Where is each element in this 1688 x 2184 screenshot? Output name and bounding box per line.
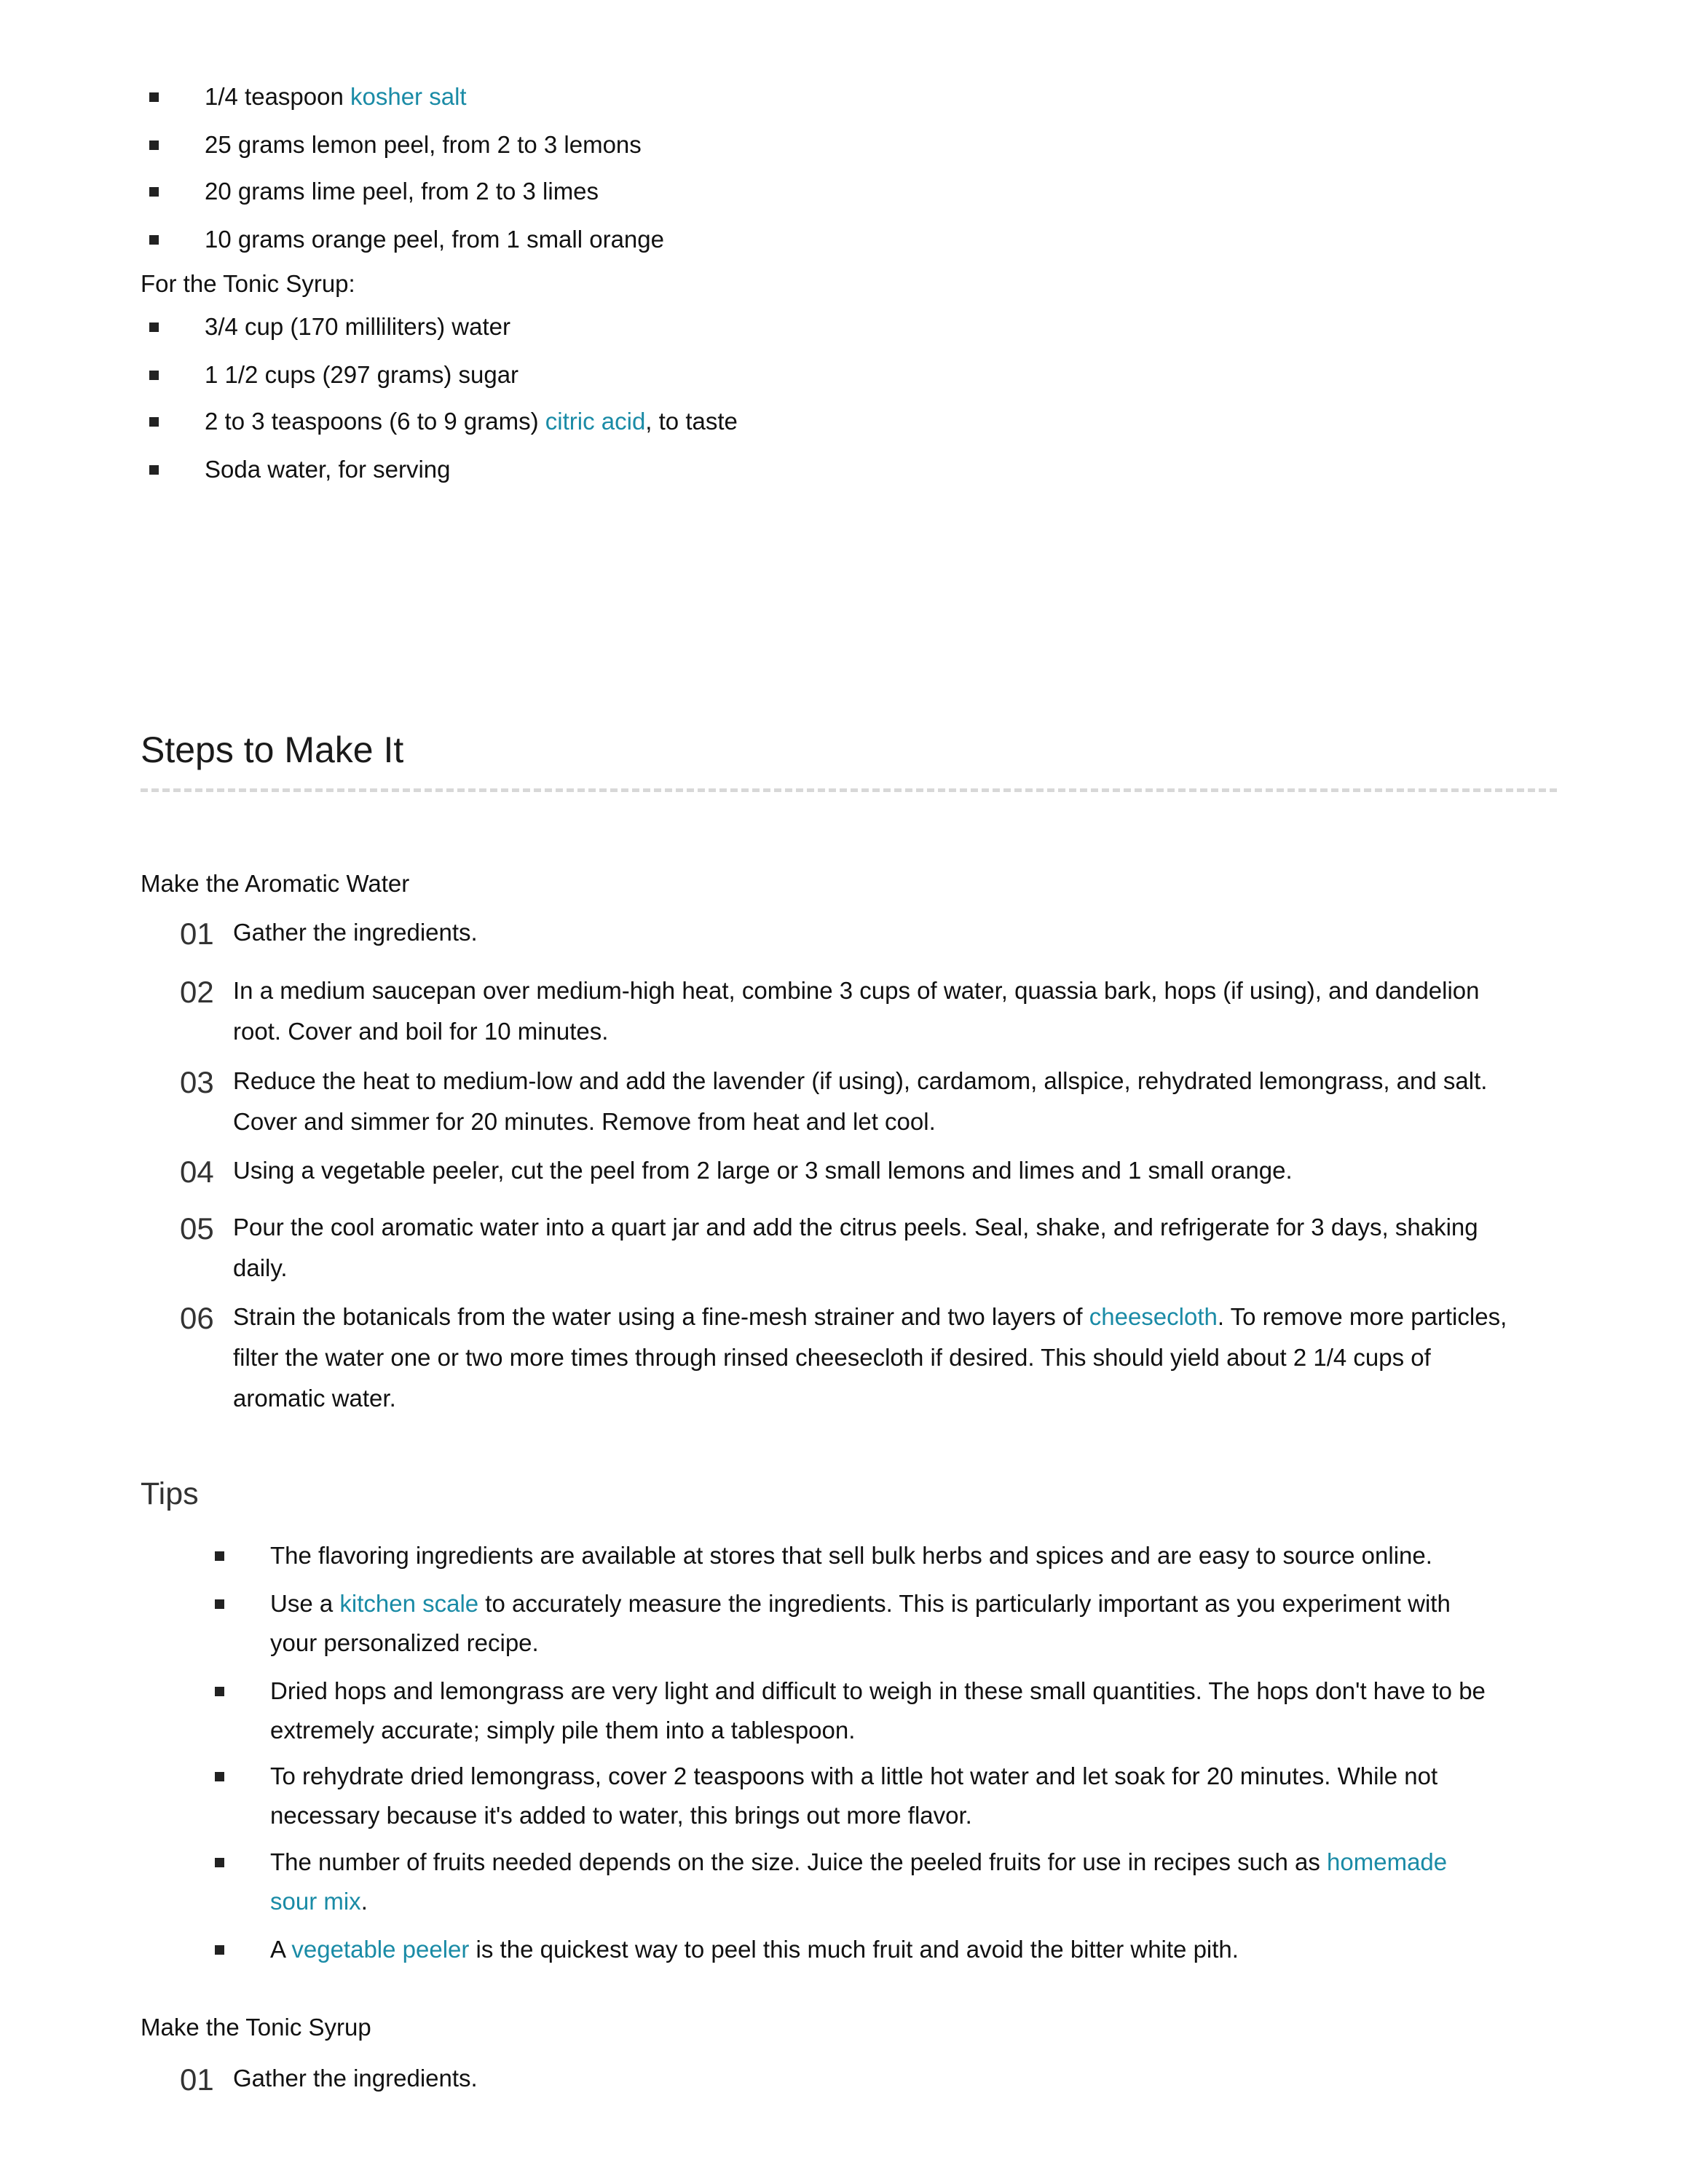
tip-text: The flavoring ingredients are available at stores that sell bulk herbs and spices and are easy to source online. bbox=[270, 1542, 1432, 1569]
step-text-suffix: . To remove more particles, filter the water one or two more times through rinsed cheesecloth if desired. This should yield about 2 1/4 cups of aromatic water. bbox=[233, 1303, 1507, 1412]
tip-item bbox=[270, 1671, 1486, 1750]
bullet-square-icon bbox=[215, 1687, 224, 1696]
step-text: Using a vegetable peeler, cut the peel from 2 large or 3 small lemons and limes and 1 small orange. bbox=[233, 1157, 1293, 1184]
bullet-square-icon bbox=[215, 1945, 224, 1955]
tip-text-suffix: . bbox=[360, 1888, 368, 1915]
bullet-square-icon bbox=[149, 465, 159, 475]
citric-acid-link[interactable]: citric acid bbox=[545, 408, 646, 435]
step-text: Strain the botanicals from the water using a fine-mesh strainer and two layers of bbox=[233, 1303, 1089, 1330]
tip-text: Dried hops and lemongrass are very light and difficult to weigh in these small quantities. The hops don't have to be extremely accurate; simply pile them into a tablespoon. bbox=[270, 1677, 1486, 1744]
step-item bbox=[180, 1297, 1507, 1419]
step-item bbox=[180, 1207, 1507, 1289]
bullet-square-icon bbox=[149, 92, 159, 102]
bullet-square-icon bbox=[149, 371, 159, 380]
step-number: 03 bbox=[180, 1065, 214, 1099]
ingredient-item bbox=[205, 355, 518, 395]
cheesecloth-link[interactable]: cheesecloth bbox=[1089, 1303, 1218, 1330]
kosher-salt-link[interactable]: kosher salt bbox=[350, 83, 467, 110]
step-number: 01 bbox=[180, 917, 214, 951]
ingredient-item bbox=[205, 77, 467, 116]
ingredient-item bbox=[205, 402, 738, 441]
tip-item bbox=[270, 1843, 1486, 1921]
tips-heading: Tips bbox=[141, 1476, 199, 1511]
step-number: 05 bbox=[180, 1211, 214, 1246]
steps-heading: Steps to Make It bbox=[141, 729, 404, 770]
step-item bbox=[180, 912, 1507, 953]
ingredient-item bbox=[205, 307, 510, 347]
tip-text-suffix: is the quickest way to peel this much fruit and avoid the bitter white pith. bbox=[469, 1936, 1239, 1963]
tip-text: A bbox=[270, 1936, 292, 1963]
ingredient-text: 1/4 teaspoon bbox=[205, 83, 350, 110]
tonic-syrup-label: For the Tonic Syrup: bbox=[141, 270, 355, 297]
ingredient-item bbox=[205, 220, 664, 259]
bullet-square-icon bbox=[215, 1772, 224, 1781]
homemade-sour-mix-link[interactable]: homemade sour mix bbox=[270, 1848, 1448, 1915]
step-number: 01 bbox=[180, 2062, 214, 2097]
vegetable-peeler-link[interactable]: vegetable peeler bbox=[291, 1936, 470, 1963]
bullet-square-icon bbox=[215, 1551, 224, 1561]
tip-item bbox=[270, 1930, 1486, 1969]
tip-text: To rehydrate dried lemongrass, cover 2 teaspoons with a little hot water and let soak for 20 minutes. While not necessary because it's added to water, this brings out more flavor. bbox=[270, 1762, 1438, 1829]
bullet-square-icon bbox=[149, 323, 159, 332]
ingredient-text: 3/4 cup (170 milliliters) water bbox=[205, 313, 510, 340]
aromatic-water-title: Make the Aromatic Water bbox=[141, 870, 410, 897]
ingredient-text: Soda water, for serving bbox=[205, 456, 451, 483]
tip-text: Use a bbox=[270, 1590, 340, 1617]
tip-text-suffix: to accurately measure the ingredients. This is particularly important as you experiment with your personalized recipe. bbox=[270, 1590, 1451, 1656]
bullet-square-icon bbox=[149, 235, 159, 245]
bullet-square-icon bbox=[149, 141, 159, 150]
step-text: Gather the ingredients. bbox=[233, 2065, 478, 2092]
ingredient-item bbox=[205, 125, 642, 165]
step-text: Gather the ingredients. bbox=[233, 919, 478, 946]
ingredient-text: 1 1/2 cups (297 grams) sugar bbox=[205, 361, 519, 388]
step-text: In a medium saucepan over medium-high heat, combine 3 cups of water, quassia bark, hops (if using), and dandelion root. Cover and boil for 10 minutes. bbox=[233, 977, 1480, 1045]
step-number: 04 bbox=[180, 1155, 214, 1189]
ingredient-text-suffix: , to taste bbox=[645, 408, 738, 435]
step-item bbox=[180, 1150, 1507, 1191]
ingredient-text: 2 to 3 teaspoons (6 to 9 grams) bbox=[205, 408, 545, 435]
step-item bbox=[180, 970, 1507, 1052]
bullet-square-icon bbox=[215, 1599, 224, 1609]
step-text: Pour the cool aromatic water into a quart jar and add the citrus peels. Seal, shake, and refrigerate for 3 days, shaking daily. bbox=[233, 1214, 1478, 1281]
tip-text: The number of fruits needed depends on the size. Juice the peeled fruits for use in recipes such as bbox=[270, 1848, 1328, 1875]
step-text: Reduce the heat to medium-low and add the lavender (if using), cardamom, allspice, rehydrated lemongrass, and salt. Cover and simmer for 20 minutes. Remove from heat and let cool. bbox=[233, 1067, 1488, 1135]
section-divider bbox=[141, 788, 1557, 792]
ingredient-text: 10 grams orange peel, from 1 small orange bbox=[205, 226, 664, 253]
tip-item bbox=[270, 1584, 1486, 1663]
ingredient-text: 25 grams lemon peel, from 2 to 3 lemons bbox=[205, 131, 642, 158]
tip-item bbox=[270, 1536, 1486, 1575]
ingredient-item bbox=[205, 450, 451, 489]
ingredient-item bbox=[205, 172, 599, 211]
kitchen-scale-link[interactable]: kitchen scale bbox=[339, 1590, 479, 1617]
bullet-square-icon bbox=[215, 1858, 224, 1867]
ingredient-text: 20 grams lime peel, from 2 to 3 limes bbox=[205, 178, 599, 205]
tip-item bbox=[270, 1757, 1486, 1835]
step-item bbox=[180, 2058, 1507, 2099]
step-item bbox=[180, 1061, 1507, 1142]
step-number: 02 bbox=[180, 975, 214, 1009]
step-number: 06 bbox=[180, 1301, 214, 1335]
bullet-square-icon bbox=[149, 417, 159, 427]
bullet-square-icon bbox=[149, 187, 159, 197]
tonic-syrup-title: Make the Tonic Syrup bbox=[141, 2014, 371, 2041]
